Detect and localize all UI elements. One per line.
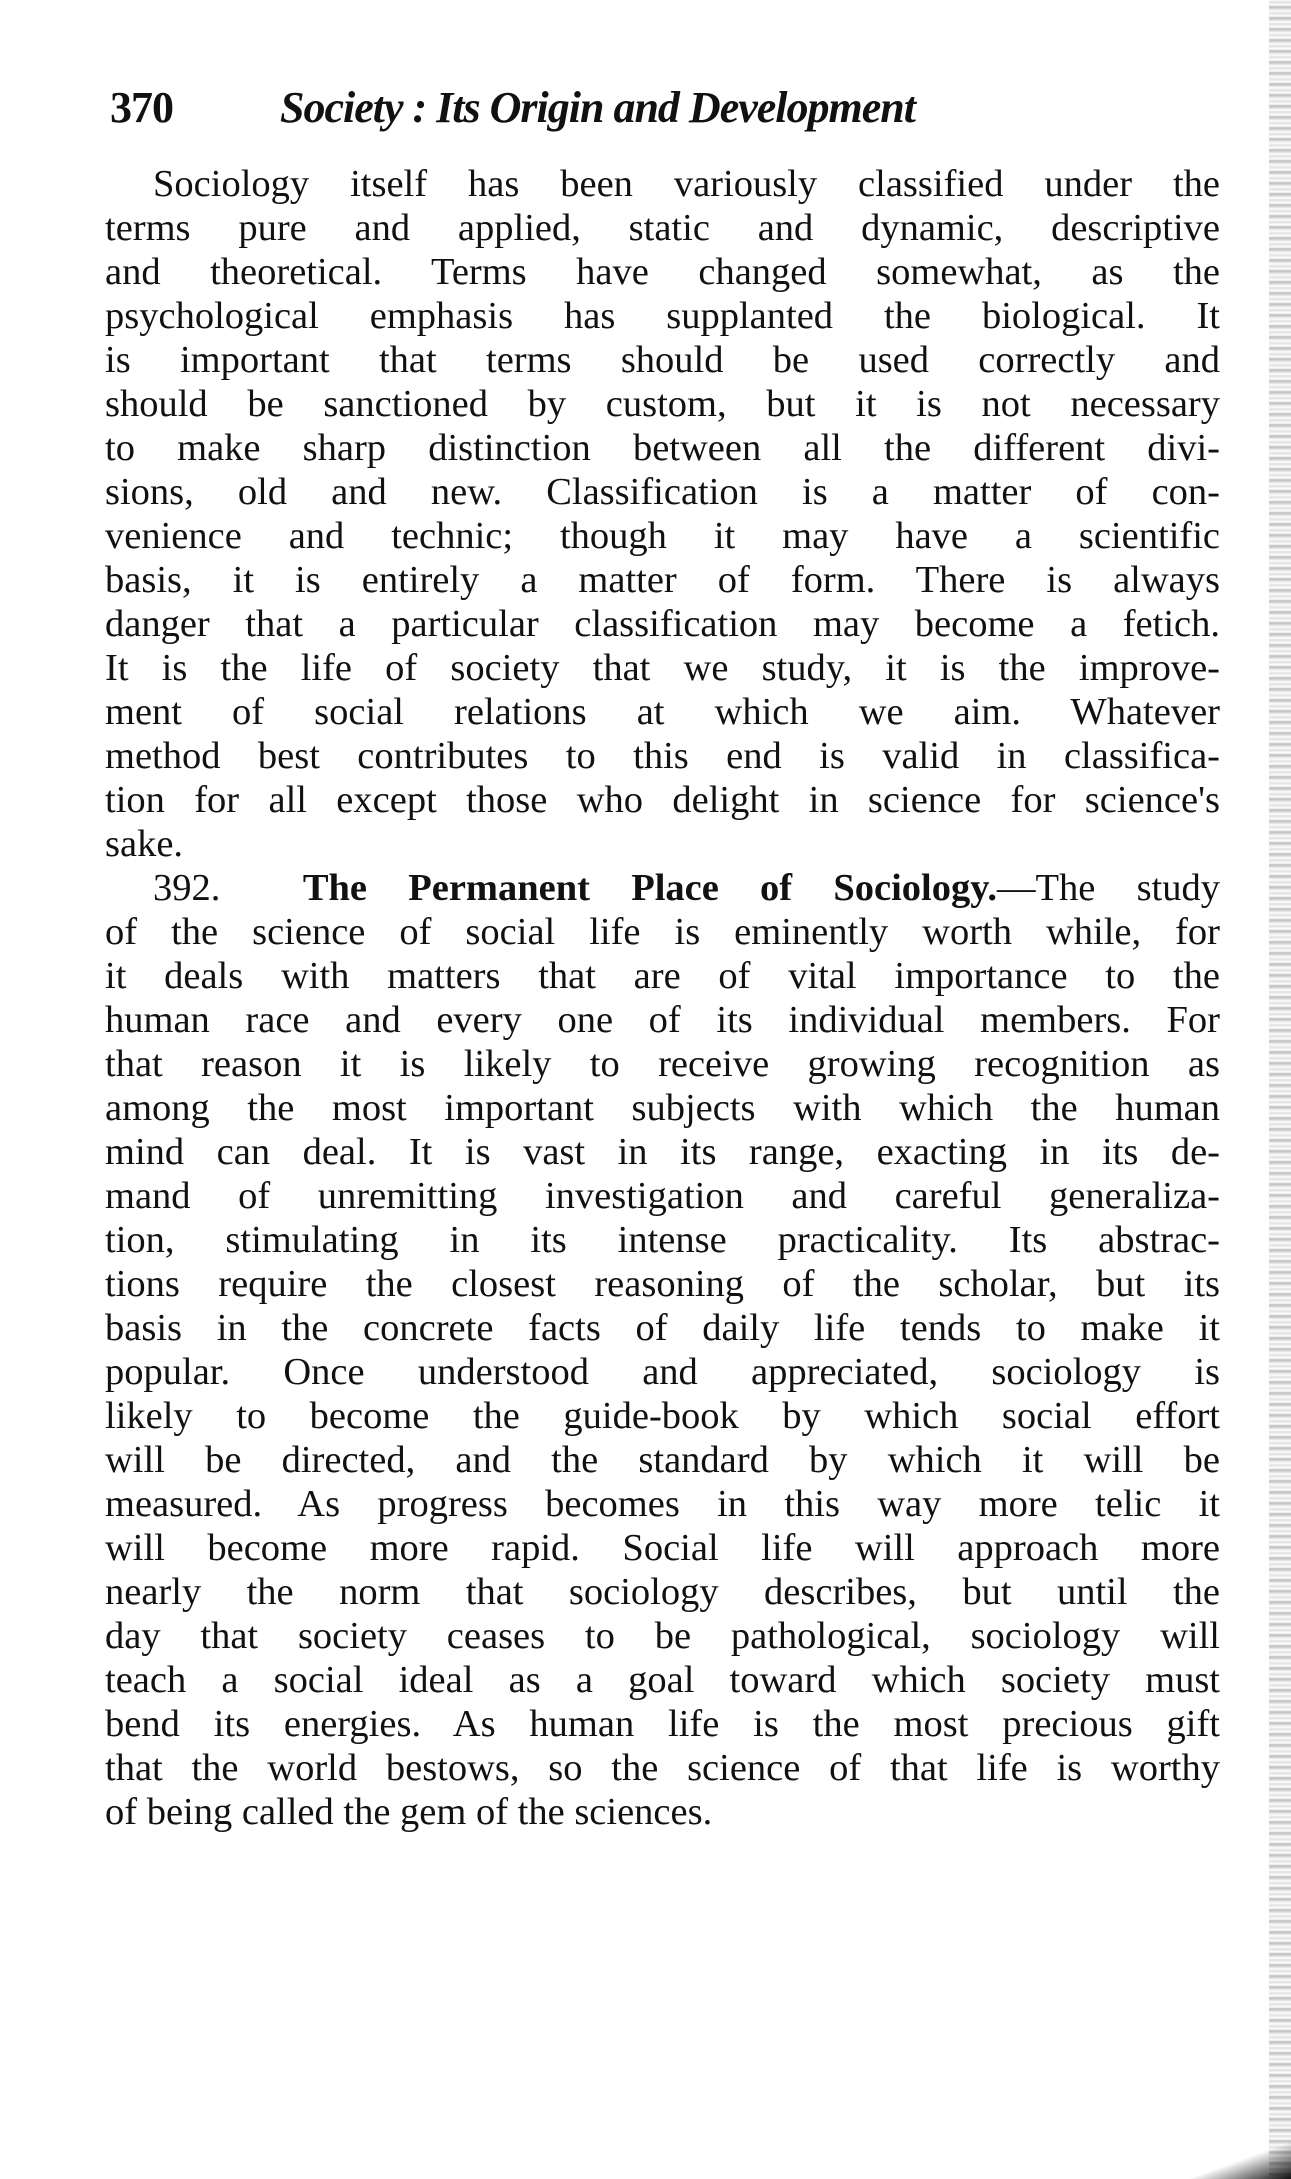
text-line: popular. Once understood and appreciated, sociology is bbox=[105, 1351, 1220, 1393]
text-line: bend its energies. As human life is the most precious gift bbox=[105, 1703, 1220, 1745]
text-line: likely to become the guide-book by which social effort bbox=[105, 1395, 1220, 1437]
text-line: danger that a particular classification may become a fetich. bbox=[105, 603, 1220, 645]
text-line: method best contributes to this end is valid in classifica- bbox=[105, 735, 1220, 777]
text-line: venience and technic; though it may have a scientific bbox=[105, 515, 1220, 557]
section-heading-line bbox=[105, 866, 1220, 910]
text-line: sake. bbox=[105, 823, 184, 865]
text-line: and theoretical. Terms have changed somewhat, as the bbox=[105, 251, 1220, 293]
section-392 bbox=[105, 866, 1220, 1834]
text-line: among the most important subjects with which the human bbox=[105, 1087, 1220, 1129]
text-line: tion, stimulating in its intense practicality. Its abstrac- bbox=[105, 1219, 1220, 1261]
page-edge-gutter bbox=[1269, 0, 1291, 2179]
text-line: to make sharp distinction between all the different divi- bbox=[105, 427, 1220, 469]
text-line: psychological emphasis has supplanted the biological. It bbox=[105, 295, 1220, 337]
text-line: It is the life of society that we study, it is the improve- bbox=[105, 647, 1220, 689]
text-line: ment of social relations at which we aim. Whatever bbox=[105, 691, 1220, 733]
text-line: is important that terms should be used correctly and bbox=[105, 339, 1220, 381]
section-number: 392. bbox=[153, 867, 221, 909]
text-line: Sociology itself has been variously classified under the bbox=[153, 163, 1220, 205]
text-line: of the science of social life is eminently worth while, for bbox=[105, 911, 1220, 953]
text-line: day that society ceases to be pathological, sociology will bbox=[105, 1615, 1220, 1657]
text-line: teach a social ideal as a goal toward which society must bbox=[105, 1659, 1220, 1701]
text-line: sions, old and new. Classification is a matter of con- bbox=[105, 471, 1220, 513]
page-number: 370 bbox=[110, 83, 173, 132]
text-line: that reason it is likely to receive growing recognition as bbox=[105, 1043, 1220, 1085]
text-line: of being called the gem of the sciences. bbox=[105, 1791, 713, 1833]
running-head-title: Society : Its Origin and Development bbox=[280, 83, 915, 132]
text-line: should be sanctioned by custom, but it is not necessary bbox=[105, 383, 1220, 425]
text-line: measured. As progress becomes in this way more telic it bbox=[105, 1483, 1220, 1525]
text-line: mand of unremitting investigation and careful generaliza- bbox=[105, 1175, 1220, 1217]
running-head bbox=[110, 78, 1110, 138]
text-line: human race and every one of its individual members. For bbox=[105, 999, 1220, 1041]
text-line: tion for all except those who delight in science for science's bbox=[105, 779, 1220, 821]
section-first-line-text: —The study bbox=[997, 867, 1221, 909]
text-line: will become more rapid. Social life will approach more bbox=[105, 1527, 1220, 1569]
text-line: basis in the concrete facts of daily life tends to make it bbox=[105, 1307, 1220, 1349]
text-line: mind can deal. It is vast in its range, exacting in its de- bbox=[105, 1131, 1220, 1173]
text-line: tions require the closest reasoning of the scholar, but its bbox=[105, 1263, 1220, 1305]
text-line: terms pure and applied, static and dynamic, descriptive bbox=[105, 207, 1220, 249]
text-line: that the world bestows, so the science of that life is worthy bbox=[105, 1747, 1220, 1789]
text-line: basis, it is entirely a matter of form. There is always bbox=[105, 559, 1220, 601]
body-text bbox=[105, 162, 1220, 1834]
page-corner-shadow bbox=[1171, 2139, 1291, 2179]
section-title: The Permanent Place of Sociology. bbox=[302, 867, 997, 909]
text-line: it deals with matters that are of vital importance to the bbox=[105, 955, 1220, 997]
text-line: will be directed, and the standard by which it will be bbox=[105, 1439, 1220, 1481]
paragraph-classification bbox=[105, 162, 1220, 866]
text-line: nearly the norm that sociology describes, but until the bbox=[105, 1571, 1220, 1613]
